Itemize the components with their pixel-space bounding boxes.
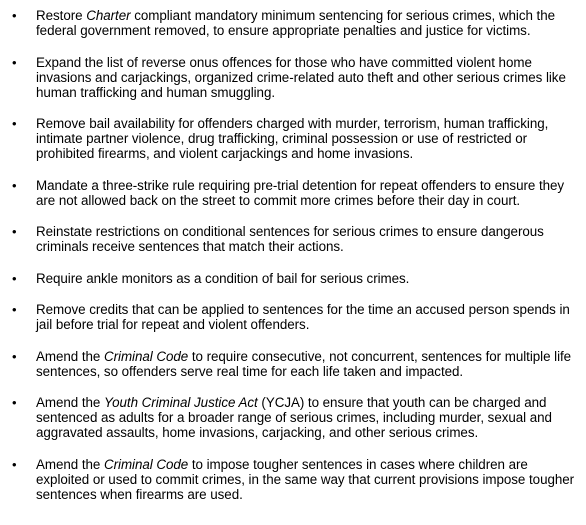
list-item-text [36,178,564,208]
bullet-icon: • [12,224,17,239]
text-span: Mandate a three-strike rule requiring pre-trial detention for repeat offenders to ensure they are not allowed back on the street to commit more crimes before their day in court. [36,177,565,208]
list-item-text [36,55,566,100]
list-item [0,395,580,440]
text-span: compliant mandatory minimum sentencing for serious crimes, which the federal government removed, to ensure appropriate penalties and justice for victims. [36,8,556,38]
bullet-icon: • [12,8,17,23]
italic-text-span: Criminal Code [103,348,189,364]
text-span: Require ankle monitors as a condition of bail for serious crimes. [36,270,410,286]
italic-text-span: Charter [86,8,131,23]
text-span: Amend the [36,348,104,364]
text-span: to impose tougher sentences in cases where children are exploited or used to commit crimes, in the same way that current provisions impose tougher sentences when firearms are used. [36,456,575,502]
list-item [0,224,580,254]
list-item-text [36,271,409,286]
text-span: Amend the [36,395,104,410]
text-span: Remove credits that can be applied to sentences for the time an accused person spends in jail before trial for repeat and violent offenders. [36,302,570,332]
bullet-icon: • [12,348,17,364]
list-item [0,271,580,286]
italic-text-span: Youth Criminal Justice Act [103,395,258,410]
list-item [0,116,580,161]
bullet-icon: • [12,302,17,317]
list-item-text [36,302,570,332]
bullet-icon: • [12,177,17,193]
list-item-text [36,457,574,502]
bullet-icon: • [12,395,17,410]
text-span: Expand the list of reverse onus offences for those who have committed violent home invasions and carjackings, organized crime-related auto theft and other serious crimes like human trafficking and human smuggling. [36,54,566,100]
list-item-text [36,395,552,440]
text-span: Remove bail availability for offenders charged with murder, terrorism, human trafficking, intimate partner violence, drug trafficking, criminal possession or use of restricted or prohibited firearms, and violent carjackings and home invasions. [36,116,549,161]
text-span: Reinstate restrictions on conditional sentences for serious crimes to ensure dangerous criminals receive sentences that match their actions. [36,224,544,254]
italic-text-span: Criminal Code [103,456,189,472]
list-item [0,457,580,502]
list-item [0,302,580,332]
list-item [0,178,580,208]
text-span: (YCJA) to ensure that youth can be charged and sentenced as adults for a broader range of serious crimes, including murder, sexual and aggravated assaults, home invasions, carjacking, and other serious crimes. [36,395,552,440]
text-span: to require consecutive, not concurrent, sentences for multiple life sentences, so offenders serve real time for each life taken and impacted. [36,348,572,379]
bullet-icon: • [12,54,17,70]
text-span: Restore [36,8,87,23]
text-span: Amend the [36,456,104,472]
list-item-text [36,8,555,38]
list-item [0,349,580,379]
list-item [0,55,580,100]
list-item-text [36,224,544,254]
bullet-icon: • [12,116,17,131]
list-item [0,8,580,38]
list-item-text [36,349,571,379]
list-item-text [36,116,548,161]
bullet-icon: • [12,456,17,472]
bullet-icon: • [12,270,17,286]
